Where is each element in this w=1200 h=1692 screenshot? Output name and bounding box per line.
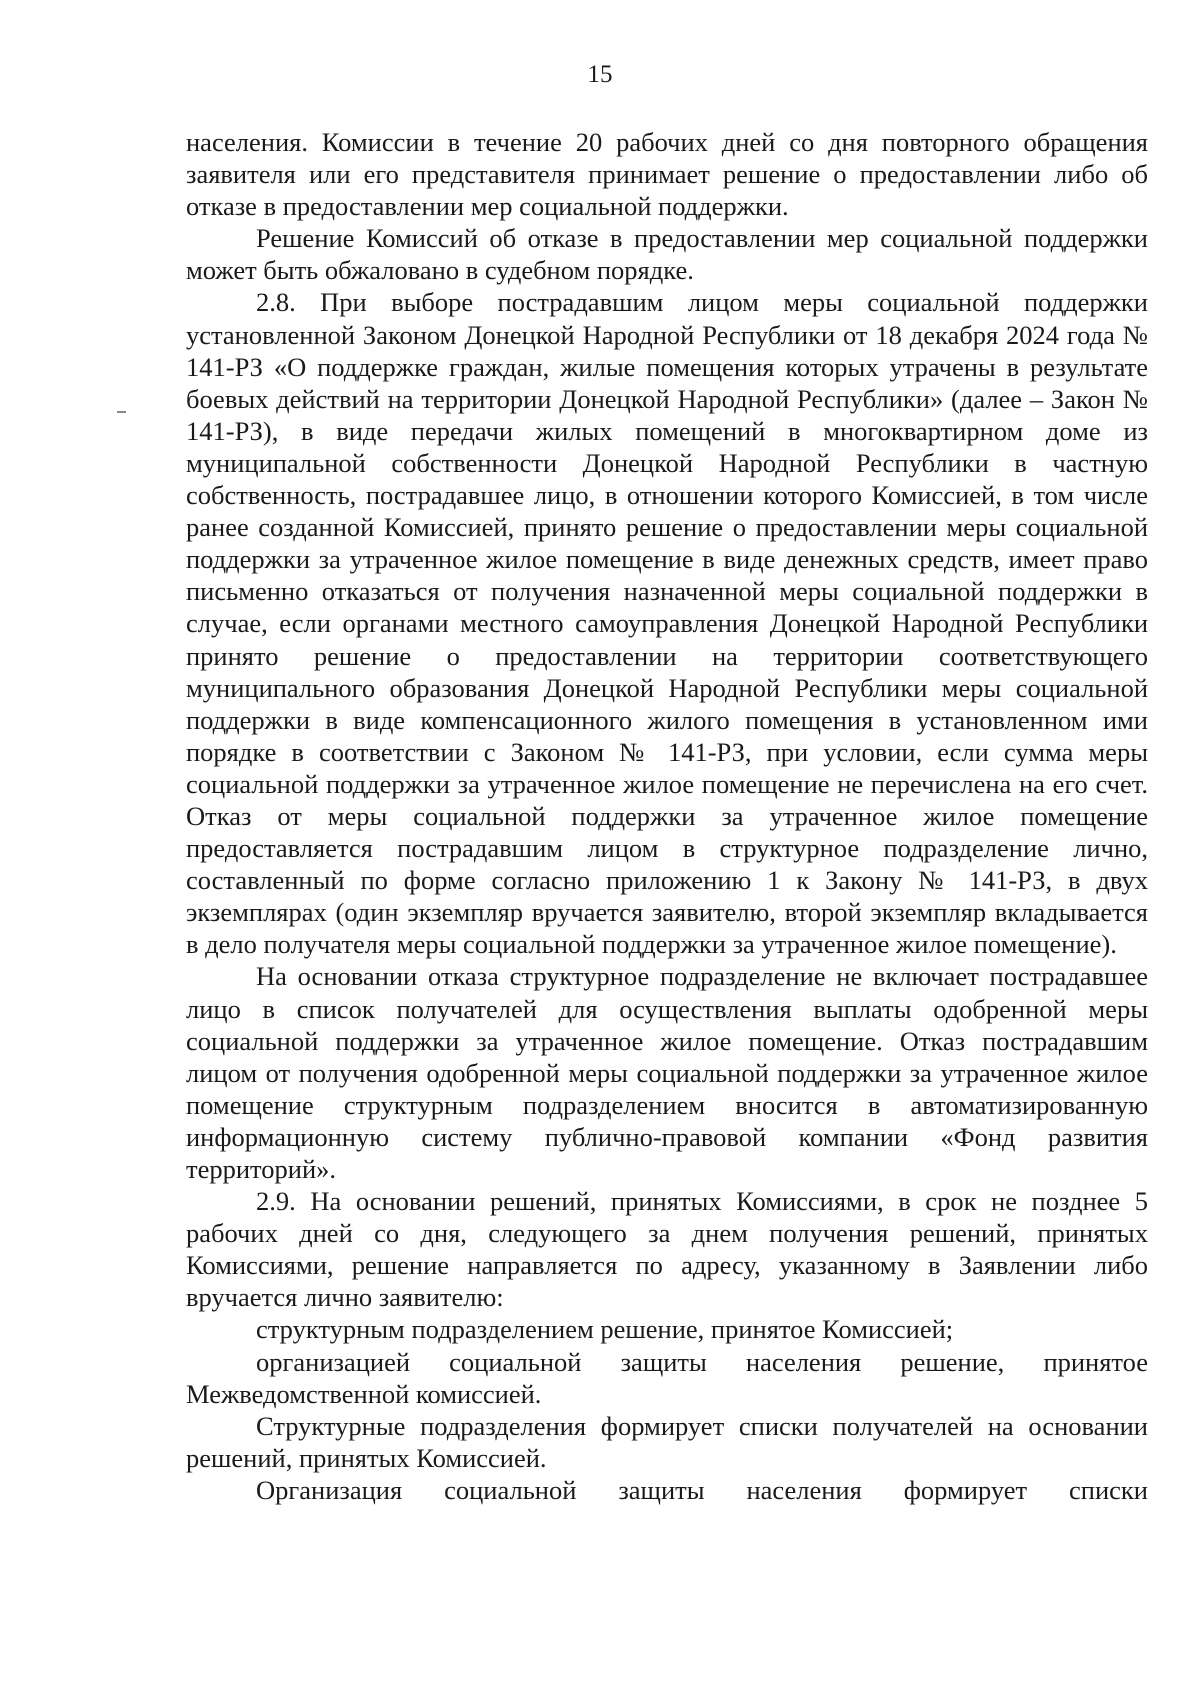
document-body xyxy=(186,126,1148,1506)
paragraph-list-item-2: организацией социальной защиты населения решение, принятое Межведомственной комиссией. xyxy=(186,1346,1148,1409)
paragraph-2-8: 2.8. При выборе пострадавшим лицом меры социальной поддержки установленной Законом Донецкой Народной Республики от 18 декабря 2024 года № 141-РЗ «О поддержке граждан, жилые помещения которых утрачены в результате боевых действий на территории Донецкой Народной Республики» (далее – Закон № 141-РЗ), в виде передачи жилых помещений в многоквартирном доме из муниципальной собственности Донецкой Народной Республики в частную собственность, пострадавшее лицо, в отношении которого Комиссией, в том числе ранее созданной Комиссией, принято решение о предоставлении меры социальной поддержки за утраченное жилое помещение в виде денежных средств, имеет право письменно отказаться от получения назначенной меры социальной поддержки в случае, если органами местного самоуправления Донецкой Народной Республики принято решение о предоставлении на территории соответствующего муниципального образования Донецкой Народной Республики меры социальной поддержки в виде компенсационного жилого помещения в установленном ими порядке в соответствии с Законом № 141-РЗ, при условии, если сумма меры социальной поддержки за утраченное жилое помещение не перечислена на его счет. Отказ от меры социальной поддержки за утраченное жилое помещение предоставляется пострадавшим лицом в структурное подразделение лично, составленный по форме согласно приложению 1 к Закону № 141-РЗ, в двух экземплярах (один экземпляр вручается заявителю, второй экземпляр вкладывается в дело получателя меры социальной поддержки за утраченное жилое помещение). xyxy=(186,287,1148,960)
paragraph-2-9: 2.9. На основании решений, принятых Комиссиями, в срок не позднее 5 рабочих дней со дня, следующего за днем получения решений, принятых Комиссиями, решение направляется по адресу, указанному в Заявлении либо вручается лично заявителю: xyxy=(186,1186,1148,1313)
paragraph-list-item-1: структурным подразделением решение, принятое Комиссией; xyxy=(256,1314,954,1345)
paragraph-appeal: Решение Комиссий об отказе в предоставлении мер социальной поддержки может быть обжаловано в судебном порядке. xyxy=(186,223,1148,286)
paragraph-structural-units: Структурные подразделения формирует списки получателей на основании решений, принятых Комиссией. xyxy=(186,1410,1148,1473)
paragraph-refusal-basis: На основании отказа структурное подразделение не включает пострадавшее лицо в список получателей для осуществления выплаты одобренной меры социальной поддержки за утраченное жилое помещение. Отказ пострадавшим лицом от получения одобренной меры социальной поддержки за утраченное жилое помещение структурным подразделением вносится в автоматизированную информационную систему публично-правовой компании «Фонд развития территорий». xyxy=(186,961,1148,1184)
page-number: 15 xyxy=(587,61,613,88)
paragraph-continuation: населения. Комиссии в течение 20 рабочих дней со дня повторного обращения заявителя или его представителя принимает решение о предоставлении либо об отказе в предоставлении мер социальной поддержки. xyxy=(186,127,1148,222)
scan-artifact-mark xyxy=(117,411,126,413)
paragraph-social-protection: Организация социальной защиты населения формирует списки xyxy=(256,1474,1148,1505)
